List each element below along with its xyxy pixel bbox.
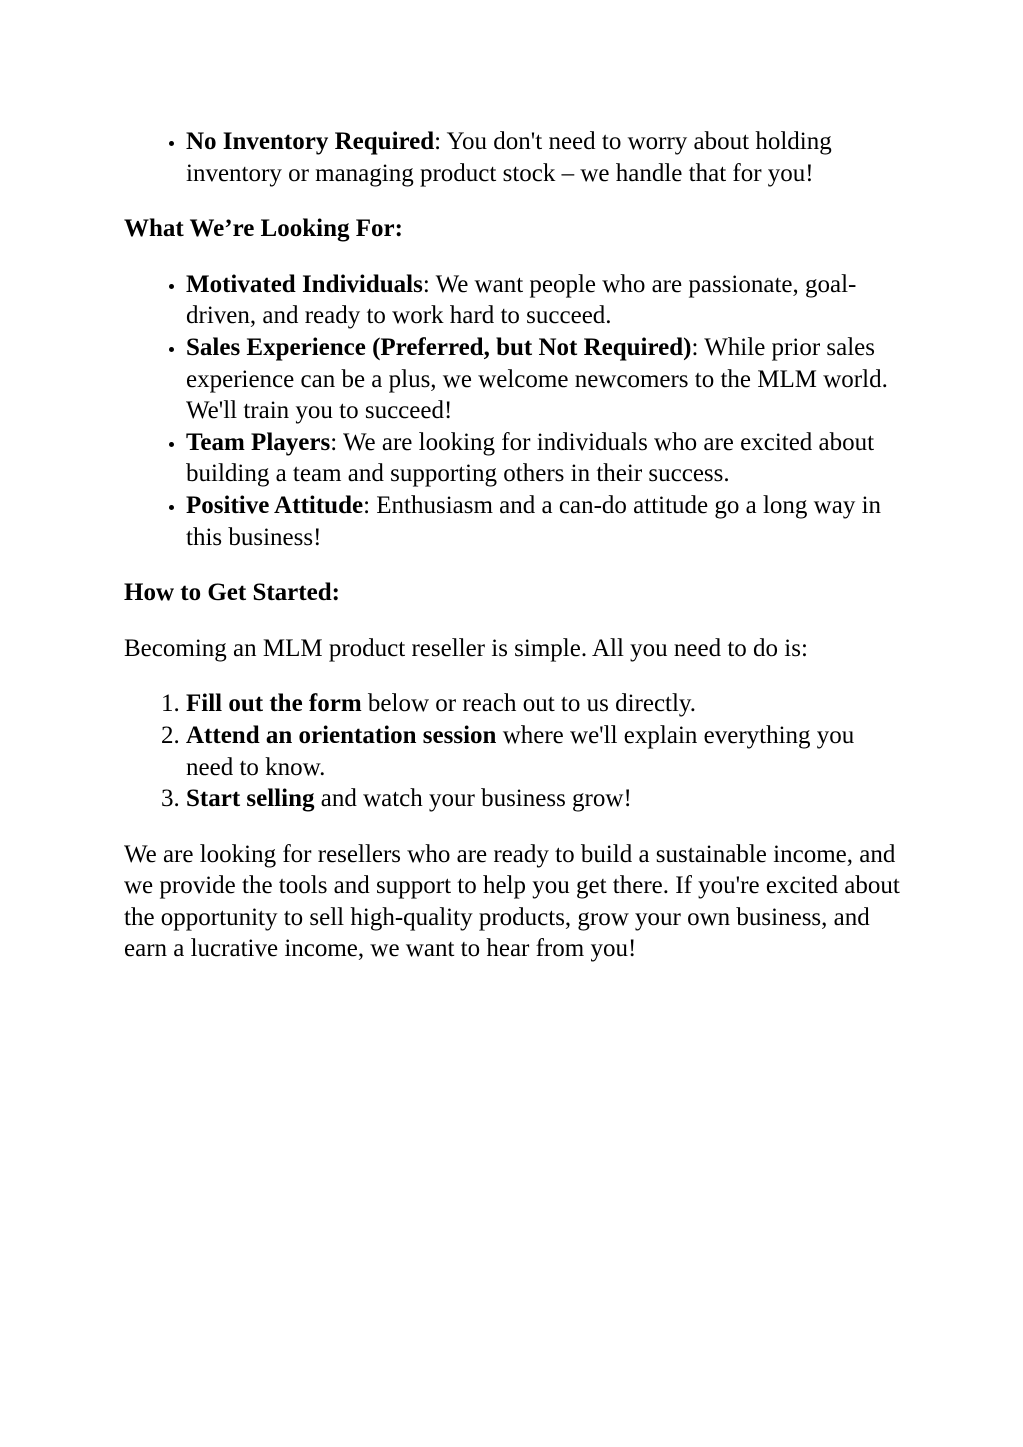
section-heading-looking-for: What We’re Looking For: [124, 215, 403, 243]
item-text: : Enthusiasm and a can-do attitude go a long way in this business! [186, 491, 882, 551]
list-item [186, 269, 904, 332]
item-text: : You don't need to worry about holding inventory or managing product stock – we handle that for you! [186, 128, 832, 187]
step-text: and watch your business grow! [314, 785, 632, 813]
looking-for-list [124, 269, 904, 553]
item-term: No Inventory Required [186, 128, 435, 155]
step-term: Fill out the form [186, 690, 362, 718]
item-term: Motivated Individuals [186, 270, 423, 298]
item-term: Sales Experience (Preferred, but Not Required) [186, 333, 692, 361]
list-item [186, 427, 904, 490]
item-term: Team Players [186, 428, 331, 456]
benefits-list [124, 126, 904, 189]
list-item [186, 332, 904, 427]
step-text: where we'll explain everything you need to know. [186, 721, 855, 781]
get-started-intro: Becoming an MLM product reseller is simple. All you need to do is: [124, 634, 808, 662]
step-term: Start selling [186, 785, 315, 813]
item-term: Positive Attitude [186, 491, 364, 519]
step-item [186, 688, 904, 720]
item-text: : While prior sales experience can be a plus, we welcome newcomers to the MLM world. We'll train you to succeed! [186, 333, 888, 425]
closing-paragraph: We are looking for resellers who are ready to build a sustainable income, and we provide the tools and support to help you get there. If you're excited about the opportunity to sell high-quality products, grow your own business, and earn a lucrative income, we want to hear from you! [124, 840, 900, 963]
step-text: below or reach out to us directly. [361, 690, 697, 718]
item-text: : We want people who are passionate, goal-driven, and ready to work hard to succeed. [186, 270, 857, 330]
item-text: : We are looking for individuals who are excited about building a team and supporting others in their success. [186, 428, 875, 488]
steps-list [124, 688, 904, 814]
section-heading-get-started: How to Get Started: [124, 579, 340, 607]
list-item [186, 126, 904, 189]
step-term: Attend an orientation session [186, 721, 497, 749]
step-item [186, 720, 904, 783]
step-item [186, 783, 904, 815]
document-page [124, 126, 904, 965]
list-item [186, 490, 904, 553]
